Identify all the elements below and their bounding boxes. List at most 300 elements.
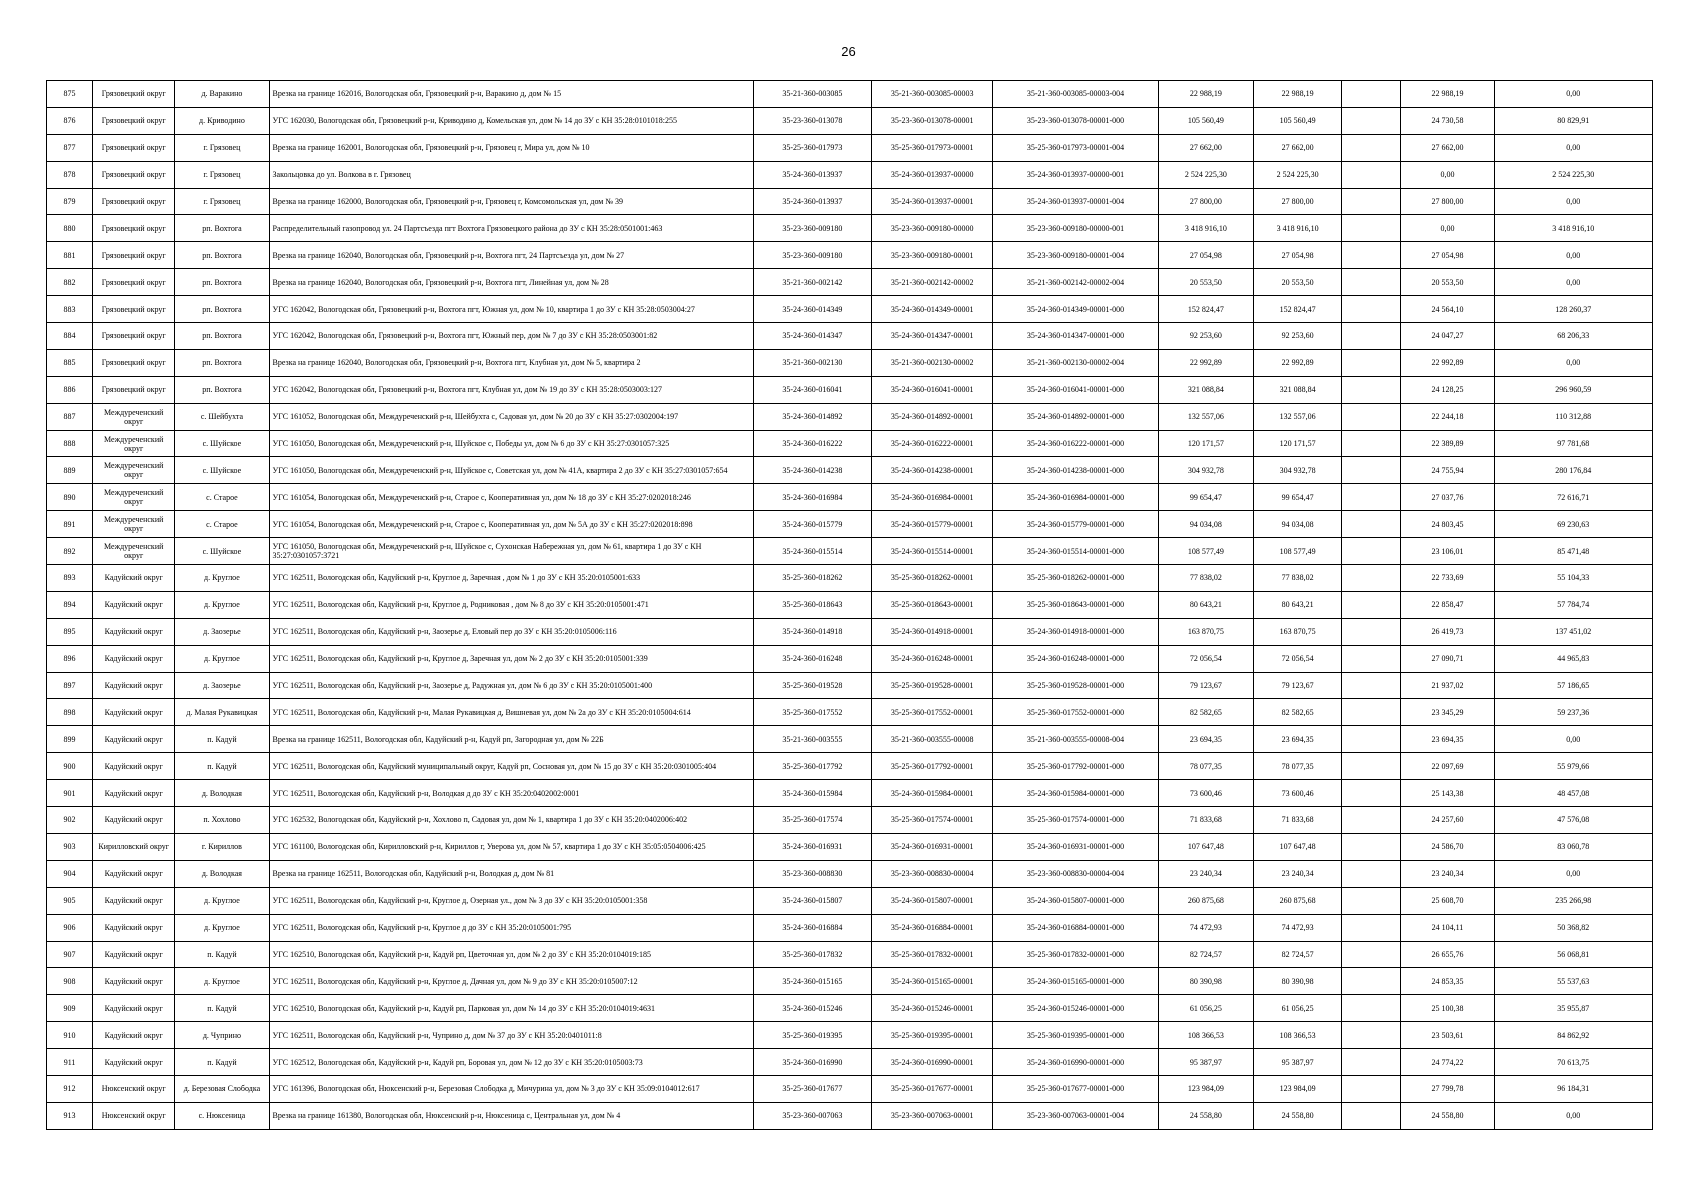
cost-part-cell: 27 037,76 <box>1401 484 1494 511</box>
empty-cell <box>1342 349 1401 376</box>
cost-remaining-cell: 55 537,63 <box>1494 968 1652 995</box>
cost-cell: 27 800,00 <box>1253 188 1341 215</box>
district-cell: Кирилловский округ <box>93 833 175 860</box>
row-number: 876 <box>47 107 93 134</box>
locality-cell: д. Малая Рукавицкая <box>175 699 269 726</box>
object-code-cell: 35-24-360-015514 <box>753 538 871 565</box>
subobject-code-cell: 35-24-360-015165-00001 <box>872 968 993 995</box>
row-number: 902 <box>47 807 93 834</box>
subobject-code-cell: 35-25-360-017973-00001 <box>872 134 993 161</box>
cost-part-cell: 27 054,98 <box>1401 242 1494 269</box>
empty-cell <box>1342 403 1401 430</box>
row-number: 909 <box>47 995 93 1022</box>
cost-remaining-cell: 3 418 916,10 <box>1494 215 1652 242</box>
district-cell: Кадуйский округ <box>93 1022 175 1049</box>
table-row <box>47 161 1653 188</box>
object-code-cell: 35-24-360-013937 <box>753 161 871 188</box>
subobject-code-cell: 35-23-360-008830-00004 <box>872 860 993 887</box>
locality-cell: д. Чуприно <box>175 1022 269 1049</box>
cost-total-cell: 72 056,54 <box>1158 645 1253 672</box>
cost-part-cell: 22 097,69 <box>1401 753 1494 780</box>
cost-total-cell: 163 870,75 <box>1158 618 1253 645</box>
locality-cell: рп. Вохтога <box>175 269 269 296</box>
empty-cell <box>1342 780 1401 807</box>
locality-cell: п. Кадуй <box>175 1049 269 1076</box>
row-number: 878 <box>47 161 93 188</box>
cost-part-cell: 20 553,50 <box>1401 269 1494 296</box>
description-cell: Врезка на границе 162016, Вологодская обл, Грязовецкий р-н, Варакино д, дом № 15 <box>269 81 753 108</box>
row-number: 883 <box>47 296 93 323</box>
cost-total-cell: 27 054,98 <box>1158 242 1253 269</box>
cost-remaining-cell: 47 576,08 <box>1494 807 1652 834</box>
empty-cell <box>1342 1022 1401 1049</box>
district-cell: Грязовецкий округ <box>93 188 175 215</box>
cost-cell: 107 647,48 <box>1253 833 1341 860</box>
full-code-cell: 35-23-360-009180-00000-001 <box>993 215 1158 242</box>
empty-cell <box>1342 645 1401 672</box>
row-number: 879 <box>47 188 93 215</box>
full-code-cell: 35-23-360-013078-00001-000 <box>993 107 1158 134</box>
subobject-code-cell: 35-25-360-017552-00001 <box>872 699 993 726</box>
object-code-cell: 35-24-360-016884 <box>753 914 871 941</box>
cost-cell: 22 992,89 <box>1253 349 1341 376</box>
subobject-code-cell: 35-21-360-002142-00002 <box>872 269 993 296</box>
row-number: 900 <box>47 753 93 780</box>
locality-cell: с. Шейбухта <box>175 403 269 430</box>
locality-cell: рп. Вохтога <box>175 215 269 242</box>
cost-part-cell: 22 733,69 <box>1401 565 1494 592</box>
description-cell: УГС 162511, Вологодская обл, Кадуйский р-н, Круглое д, Заречная ул, дом № 2 до ЗУ с КН 35:20:0105001:339 <box>269 645 753 672</box>
full-code-cell: 35-25-360-017973-00001-004 <box>993 134 1158 161</box>
cost-part-cell: 24 128,25 <box>1401 376 1494 403</box>
description-cell: УГС 162510, Вологодская обл, Кадуйский р-н, Кадуй рп, Цветочная ул, дом № 2 до ЗУ с КН 35:20:0104019:185 <box>269 941 753 968</box>
cost-total-cell: 61 056,25 <box>1158 995 1253 1022</box>
empty-cell <box>1342 726 1401 753</box>
full-code-cell: 35-25-360-017677-00001-000 <box>993 1075 1158 1102</box>
cost-cell: 73 600,46 <box>1253 780 1341 807</box>
table-row <box>47 1102 1653 1129</box>
cost-cell: 108 366,53 <box>1253 1022 1341 1049</box>
table-row <box>47 188 1653 215</box>
table-row <box>47 349 1653 376</box>
full-code-cell: 35-23-360-008830-00004-004 <box>993 860 1158 887</box>
empty-cell <box>1342 1049 1401 1076</box>
full-code-cell: 35-21-360-002142-00002-004 <box>993 269 1158 296</box>
table-row <box>47 565 1653 592</box>
description-cell: УГС 162511, Вологодская обл, Кадуйский р-н, Круглое д, Заречная , дом № 1 до ЗУ с КН 35:20:0105001:633 <box>269 565 753 592</box>
row-number: 880 <box>47 215 93 242</box>
row-number: 882 <box>47 269 93 296</box>
locality-cell: с. Старое <box>175 484 269 511</box>
subobject-code-cell: 35-24-360-014892-00001 <box>872 403 993 430</box>
description-cell: УГС 162511, Вологодская обл, Кадуйский р-н, Малая Рукавицкая д, Вишневая ул, дом № 2а до ЗУ с КН 35:20:0105004:614 <box>269 699 753 726</box>
district-cell: Грязовецкий округ <box>93 349 175 376</box>
locality-cell: д. Криводино <box>175 107 269 134</box>
row-number: 897 <box>47 672 93 699</box>
object-code-cell: 35-25-360-017677 <box>753 1075 871 1102</box>
row-number: 905 <box>47 887 93 914</box>
cost-total-cell: 108 366,53 <box>1158 1022 1253 1049</box>
subobject-code-cell: 35-24-360-014918-00001 <box>872 618 993 645</box>
subobject-code-cell: 35-23-360-007063-00001 <box>872 1102 993 1129</box>
cost-part-cell: 24 853,35 <box>1401 968 1494 995</box>
locality-cell: рп. Вохтога <box>175 323 269 350</box>
full-code-cell: 35-24-360-014349-00001-000 <box>993 296 1158 323</box>
empty-cell <box>1342 699 1401 726</box>
cost-total-cell: 71 833,68 <box>1158 807 1253 834</box>
description-cell: УГС 162042, Вологодская обл, Грязовецкий р-н, Вохтога пгт, Клубная ул, дом № 19 до ЗУ с КН 35:28:0503003:127 <box>269 376 753 403</box>
description-cell: УГС 161050, Вологодская обл, Междуреченский р-н, Шуйское с, Победы ул, дом № 6 до ЗУ с КН 35:27:0301057:325 <box>269 430 753 457</box>
description-cell: УГС 162512, Вологодская обл, Кадуйский р-н, Кадуй рп, Боровая ул, дом № 12 до ЗУ с КН 35:20:0105003:73 <box>269 1049 753 1076</box>
district-cell: Грязовецкий округ <box>93 269 175 296</box>
object-code-cell: 35-24-360-014918 <box>753 618 871 645</box>
full-code-cell: 35-25-360-017574-00001-000 <box>993 807 1158 834</box>
full-code-cell: 35-21-360-002130-00002-004 <box>993 349 1158 376</box>
district-cell: Кадуйский округ <box>93 565 175 592</box>
object-code-cell: 35-24-360-014892 <box>753 403 871 430</box>
row-number: 881 <box>47 242 93 269</box>
subobject-code-cell: 35-21-360-003555-00008 <box>872 726 993 753</box>
cost-remaining-cell: 280 176,84 <box>1494 457 1652 484</box>
cost-total-cell: 27 662,00 <box>1158 134 1253 161</box>
table-row <box>47 134 1653 161</box>
cost-remaining-cell: 128 260,37 <box>1494 296 1652 323</box>
object-code-cell: 35-25-360-017792 <box>753 753 871 780</box>
locality-cell: г. Грязовец <box>175 134 269 161</box>
object-code-cell: 35-24-360-015246 <box>753 995 871 1022</box>
object-code-cell: 35-24-360-014238 <box>753 457 871 484</box>
cost-total-cell: 22 992,89 <box>1158 349 1253 376</box>
full-code-cell: 35-25-360-017552-00001-000 <box>993 699 1158 726</box>
cost-total-cell: 74 472,93 <box>1158 914 1253 941</box>
row-number: 903 <box>47 833 93 860</box>
cost-cell: 27 054,98 <box>1253 242 1341 269</box>
table-row <box>47 618 1653 645</box>
object-code-cell: 35-21-360-003555 <box>753 726 871 753</box>
cost-part-cell: 0,00 <box>1401 215 1494 242</box>
empty-cell <box>1342 538 1401 565</box>
row-number: 913 <box>47 1102 93 1129</box>
object-code-cell: 35-23-360-009180 <box>753 215 871 242</box>
cost-total-cell: 20 553,50 <box>1158 269 1253 296</box>
cost-total-cell: 92 253,60 <box>1158 323 1253 350</box>
cost-cell: 152 824,47 <box>1253 296 1341 323</box>
row-number: 889 <box>47 457 93 484</box>
cost-total-cell: 105 560,49 <box>1158 107 1253 134</box>
empty-cell <box>1342 269 1401 296</box>
row-number: 901 <box>47 780 93 807</box>
table-row <box>47 457 1653 484</box>
cost-part-cell: 24 586,70 <box>1401 833 1494 860</box>
locality-cell: г. Кириллов <box>175 833 269 860</box>
table-row <box>47 887 1653 914</box>
subobject-code-cell: 35-24-360-016990-00001 <box>872 1049 993 1076</box>
cost-part-cell: 0,00 <box>1401 161 1494 188</box>
cost-part-cell: 27 800,00 <box>1401 188 1494 215</box>
cost-remaining-cell: 296 960,59 <box>1494 376 1652 403</box>
cost-cell: 95 387,97 <box>1253 1049 1341 1076</box>
row-number: 908 <box>47 968 93 995</box>
object-code-cell: 35-24-360-016248 <box>753 645 871 672</box>
district-cell: Кадуйский округ <box>93 780 175 807</box>
description-cell: УГС 162532, Вологодская обл, Кадуйский р-н, Хохлово п, Садовая ул, дом № 1, квартира 1 до ЗУ с КН 35:20:0402006:402 <box>269 807 753 834</box>
cost-cell: 23 240,34 <box>1253 860 1341 887</box>
cost-remaining-cell: 0,00 <box>1494 81 1652 108</box>
table-row <box>47 860 1653 887</box>
object-code-cell: 35-24-360-016931 <box>753 833 871 860</box>
district-cell: Междуреченский округ <box>93 430 175 457</box>
row-number: 904 <box>47 860 93 887</box>
cost-part-cell: 23 240,34 <box>1401 860 1494 887</box>
district-cell: Грязовецкий округ <box>93 242 175 269</box>
district-cell: Кадуйский округ <box>93 645 175 672</box>
district-cell: Кадуйский округ <box>93 914 175 941</box>
cost-total-cell: 108 577,49 <box>1158 538 1253 565</box>
cost-total-cell: 77 838,02 <box>1158 565 1253 592</box>
object-code-cell: 35-24-360-015807 <box>753 887 871 914</box>
district-cell: Междуреченский округ <box>93 538 175 565</box>
object-code-cell: 35-21-360-003085 <box>753 81 871 108</box>
cost-cell: 71 833,68 <box>1253 807 1341 834</box>
empty-cell <box>1342 618 1401 645</box>
cost-total-cell: 24 558,80 <box>1158 1102 1253 1129</box>
cost-cell: 74 472,93 <box>1253 914 1341 941</box>
cost-cell: 304 932,78 <box>1253 457 1341 484</box>
description-cell: УГС 162042, Вологодская обл, Грязовецкий р-н, Вохтога пгт, Южный пер, дом № 7 до ЗУ с КН 35:28:0503001:82 <box>269 323 753 350</box>
subobject-code-cell: 35-24-360-016931-00001 <box>872 833 993 860</box>
district-cell: Кадуйский округ <box>93 860 175 887</box>
row-number: 894 <box>47 591 93 618</box>
description-cell: УГС 162511, Вологодская обл, Кадуйский р-н, Заозерье д, Еловый пер до ЗУ с КН 35:20:0105006:116 <box>269 618 753 645</box>
table-row <box>47 672 1653 699</box>
district-cell: Кадуйский округ <box>93 699 175 726</box>
cost-remaining-cell: 137 451,02 <box>1494 618 1652 645</box>
locality-cell: г. Грязовец <box>175 188 269 215</box>
empty-cell <box>1342 215 1401 242</box>
district-cell: Кадуйский округ <box>93 618 175 645</box>
cost-remaining-cell: 0,00 <box>1494 269 1652 296</box>
district-cell: Междуреченский округ <box>93 484 175 511</box>
full-code-cell: 35-24-360-014892-00001-000 <box>993 403 1158 430</box>
empty-cell <box>1342 968 1401 995</box>
full-code-cell: 35-24-360-015984-00001-000 <box>993 780 1158 807</box>
district-cell: Кадуйский округ <box>93 1049 175 1076</box>
locality-cell: рп. Вохтога <box>175 376 269 403</box>
row-number: 912 <box>47 1075 93 1102</box>
full-code-cell: 35-24-360-016248-00001-000 <box>993 645 1158 672</box>
empty-cell <box>1342 807 1401 834</box>
cost-total-cell: 304 932,78 <box>1158 457 1253 484</box>
page-number: 26 <box>841 44 856 59</box>
full-code-cell: 35-24-360-016041-00001-000 <box>993 376 1158 403</box>
empty-cell <box>1342 161 1401 188</box>
empty-cell <box>1342 376 1401 403</box>
subobject-code-cell: 35-24-360-016222-00001 <box>872 430 993 457</box>
object-code-cell: 35-24-360-016041 <box>753 376 871 403</box>
cost-total-cell: 3 418 916,10 <box>1158 215 1253 242</box>
description-cell: Распределительный газопровод ул. 24 Партсъезда пгт Вохтога Грязовецкого района до ЗУ с КН 35:28:0501001:463 <box>269 215 753 242</box>
empty-cell <box>1342 188 1401 215</box>
cost-total-cell: 2 524 225,30 <box>1158 161 1253 188</box>
description-cell: УГС 161052, Вологодская обл, Междуреченский р-н, Шейбухта с, Садовая ул, дом № 20 до ЗУ с КН 35:27:0302004:197 <box>269 403 753 430</box>
cost-cell: 24 558,80 <box>1253 1102 1341 1129</box>
cost-part-cell: 26 419,73 <box>1401 618 1494 645</box>
object-code-cell: 35-24-360-015779 <box>753 511 871 538</box>
full-code-cell: 35-24-360-015807-00001-000 <box>993 887 1158 914</box>
cost-cell: 82 582,65 <box>1253 699 1341 726</box>
empty-cell <box>1342 887 1401 914</box>
subobject-code-cell: 35-25-360-019395-00001 <box>872 1022 993 1049</box>
cost-remaining-cell: 85 471,48 <box>1494 538 1652 565</box>
description-cell: УГС 161050, Вологодская обл, Междуреченский р-н, Шуйское с, Сухонская Набережная ул, дом № 61, квартира 1 до ЗУ с КН 35:27:0301057:3721 <box>269 538 753 565</box>
object-code-cell: 35-25-360-017973 <box>753 134 871 161</box>
data-table <box>46 80 1653 1130</box>
description-cell: Врезка на границе 162040, Вологодская обл, Грязовецкий р-н, Вохтога пгт, Клубная ул, дом № 5, квартира 2 <box>269 349 753 376</box>
cost-remaining-cell: 83 060,78 <box>1494 833 1652 860</box>
full-code-cell: 35-23-360-009180-00001-004 <box>993 242 1158 269</box>
empty-cell <box>1342 860 1401 887</box>
district-cell: Грязовецкий округ <box>93 376 175 403</box>
description-cell: Врезка на границе 162040, Вологодская обл, Грязовецкий р-н, Вохтога пгт, 24 Партсъезда ул, дом № 27 <box>269 242 753 269</box>
table-row <box>47 753 1653 780</box>
full-code-cell: 35-23-360-007063-00001-004 <box>993 1102 1158 1129</box>
cost-remaining-cell: 44 965,83 <box>1494 645 1652 672</box>
description-cell: УГС 162511, Вологодская обл, Кадуйский р-н, Круглое д, Дачная ул, дом № 9 до ЗУ с КН 35:20:0105007:12 <box>269 968 753 995</box>
empty-cell <box>1342 591 1401 618</box>
cost-total-cell: 73 600,46 <box>1158 780 1253 807</box>
full-code-cell: 35-25-360-018262-00001-000 <box>993 565 1158 592</box>
full-code-cell: 35-24-360-016990-00001-000 <box>993 1049 1158 1076</box>
row-number: 898 <box>47 699 93 726</box>
cost-cell: 105 560,49 <box>1253 107 1341 134</box>
locality-cell: рп. Вохтога <box>175 242 269 269</box>
table-row <box>47 1075 1653 1102</box>
cost-part-cell: 24 774,22 <box>1401 1049 1494 1076</box>
cost-total-cell: 321 088,84 <box>1158 376 1253 403</box>
full-code-cell: 35-25-360-017792-00001-000 <box>993 753 1158 780</box>
locality-cell: д. Круглое <box>175 645 269 672</box>
cost-remaining-cell: 72 616,71 <box>1494 484 1652 511</box>
cost-cell: 61 056,25 <box>1253 995 1341 1022</box>
description-cell: УГС 161050, Вологодская обл, Междуреченский р-н, Шуйское с, Советская ул, дом № 41А, квартира 2 до ЗУ с КН 35:27:0301057:654 <box>269 457 753 484</box>
cost-part-cell: 25 100,38 <box>1401 995 1494 1022</box>
locality-cell: д. Круглое <box>175 591 269 618</box>
cost-total-cell: 80 643,21 <box>1158 591 1253 618</box>
cost-remaining-cell: 56 068,81 <box>1494 941 1652 968</box>
cost-total-cell: 82 724,57 <box>1158 941 1253 968</box>
cost-cell: 94 034,08 <box>1253 511 1341 538</box>
object-code-cell: 35-24-360-014349 <box>753 296 871 323</box>
subobject-code-cell: 35-24-360-016041-00001 <box>872 376 993 403</box>
description-cell: Врезка на границе 162511, Вологодская обл, Кадуйский р-н, Володкая д, дом № 81 <box>269 860 753 887</box>
cost-remaining-cell: 50 368,82 <box>1494 914 1652 941</box>
cost-remaining-cell: 0,00 <box>1494 860 1652 887</box>
district-cell: Грязовецкий округ <box>93 296 175 323</box>
empty-cell <box>1342 914 1401 941</box>
locality-cell: п. Хохлово <box>175 807 269 834</box>
cost-part-cell: 23 694,35 <box>1401 726 1494 753</box>
locality-cell: д. Круглое <box>175 968 269 995</box>
subobject-code-cell: 35-24-360-015984-00001 <box>872 780 993 807</box>
description-cell: УГС 161100, Вологодская обл, Кирилловский р-н, Кириллов г, Уверова ул, дом № 57, квартира 1 до ЗУ с КН 35:05:0504006:425 <box>269 833 753 860</box>
description-cell: УГС 162511, Вологодская обл, Кадуйский р-н, Круглое д до ЗУ с КН 35:20:0105001:795 <box>269 914 753 941</box>
table-row <box>47 269 1653 296</box>
full-code-cell: 35-24-360-016222-00001-000 <box>993 430 1158 457</box>
cost-remaining-cell: 69 230,63 <box>1494 511 1652 538</box>
object-code-cell: 35-24-360-015984 <box>753 780 871 807</box>
locality-cell: рп. Вохтога <box>175 296 269 323</box>
district-cell: Грязовецкий округ <box>93 323 175 350</box>
description-cell: Врезка на границе 162000, Вологодская обл, Грязовецкий р-н, Грязовец г, Комсомольская ул, дом № 39 <box>269 188 753 215</box>
cost-remaining-cell: 68 206,33 <box>1494 323 1652 350</box>
cost-part-cell: 24 047,27 <box>1401 323 1494 350</box>
cost-part-cell: 27 662,00 <box>1401 134 1494 161</box>
locality-cell: д. Круглое <box>175 887 269 914</box>
cost-total-cell: 94 034,08 <box>1158 511 1253 538</box>
empty-cell <box>1342 941 1401 968</box>
locality-cell: рп. Вохтога <box>175 349 269 376</box>
object-code-cell: 35-24-360-014347 <box>753 323 871 350</box>
table-row <box>47 1022 1653 1049</box>
empty-cell <box>1342 672 1401 699</box>
cost-part-cell: 22 992,89 <box>1401 349 1494 376</box>
cost-part-cell: 24 803,45 <box>1401 511 1494 538</box>
district-cell: Грязовецкий округ <box>93 107 175 134</box>
full-code-cell: 35-24-360-015165-00001-000 <box>993 968 1158 995</box>
description-cell: УГС 161054, Вологодская обл, Междуреченский р-н, Старое с, Кооперативная ул, дом № 5А до ЗУ с КН 35:27:0202018:898 <box>269 511 753 538</box>
subobject-code-cell: 35-24-360-015514-00001 <box>872 538 993 565</box>
cost-part-cell: 22 858,47 <box>1401 591 1494 618</box>
table-row <box>47 780 1653 807</box>
row-number: 885 <box>47 349 93 376</box>
full-code-cell: 35-24-360-016931-00001-000 <box>993 833 1158 860</box>
cost-total-cell: 99 654,47 <box>1158 484 1253 511</box>
empty-cell <box>1342 242 1401 269</box>
description-cell: УГС 162511, Вологодская обл, Кадуйский р-н, Володкая д до ЗУ с КН 35:20:0402002:0001 <box>269 780 753 807</box>
table-row <box>47 645 1653 672</box>
cost-total-cell: 78 077,35 <box>1158 753 1253 780</box>
district-cell: Междуреченский округ <box>93 511 175 538</box>
locality-cell: д. Круглое <box>175 565 269 592</box>
district-cell: Междуреченский округ <box>93 457 175 484</box>
cost-total-cell: 132 557,06 <box>1158 403 1253 430</box>
cost-part-cell: 25 608,70 <box>1401 887 1494 914</box>
object-code-cell: 35-21-360-002142 <box>753 269 871 296</box>
cost-cell: 132 557,06 <box>1253 403 1341 430</box>
cost-remaining-cell: 70 613,75 <box>1494 1049 1652 1076</box>
cost-total-cell: 120 171,57 <box>1158 430 1253 457</box>
object-code-cell: 35-25-360-019395 <box>753 1022 871 1049</box>
table-row <box>47 376 1653 403</box>
object-code-cell: 35-24-360-015165 <box>753 968 871 995</box>
table-row <box>47 995 1653 1022</box>
cost-cell: 72 056,54 <box>1253 645 1341 672</box>
description-cell: УГС 161396, Вологодская обл, Нюксенский р-н, Березовая Слободка д, Мичурина ул, дом № 3 до ЗУ с КН 35:09:0104012:617 <box>269 1075 753 1102</box>
row-number: 906 <box>47 914 93 941</box>
cost-part-cell: 24 730,58 <box>1401 107 1494 134</box>
cost-part-cell: 26 655,76 <box>1401 941 1494 968</box>
table-row <box>47 403 1653 430</box>
cost-part-cell: 22 244,18 <box>1401 403 1494 430</box>
table-row <box>47 484 1653 511</box>
cost-total-cell: 22 988,19 <box>1158 81 1253 108</box>
cost-remaining-cell: 235 266,98 <box>1494 887 1652 914</box>
cost-cell: 108 577,49 <box>1253 538 1341 565</box>
row-number: 886 <box>47 376 93 403</box>
object-code-cell: 35-25-360-017832 <box>753 941 871 968</box>
description-cell: Врезка на границе 162040, Вологодская обл, Грязовецкий р-н, Вохтога пгт, Линейная ул, дом № 28 <box>269 269 753 296</box>
row-number: 899 <box>47 726 93 753</box>
